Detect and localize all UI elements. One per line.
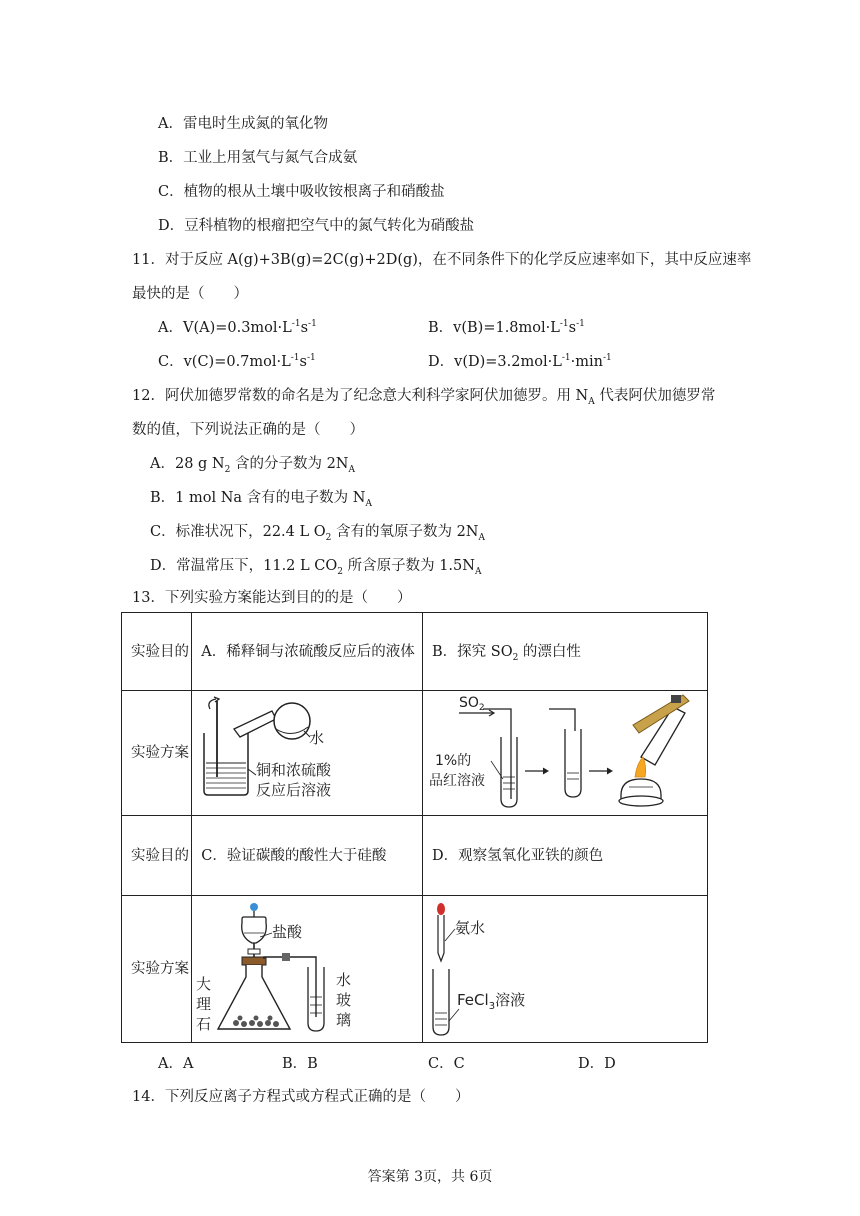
label-solution-2: 反应后溶液 (256, 781, 332, 799)
q13-answer-a: A．A (158, 1056, 194, 1072)
q13-answer-d: D．D (578, 1056, 616, 1072)
q11-option-b: B．$v(B)=1.8mol\cdot L^{-1}s^{-1}$ (428, 319, 585, 336)
figure-c-acidity (192, 897, 414, 1037)
q11-option-c: C．$v(C)=0.7mol\cdot L^{-1}s^{-1}$ (158, 353, 316, 370)
label-water-glass-1: 水 (336, 971, 352, 989)
label-so2: $SO_2$ (459, 695, 485, 713)
label-water: 水 (309, 729, 325, 747)
purpose-label-row1: 实验目的 (122, 613, 192, 691)
label-hydrochloric-acid: 盐酸 (272, 923, 303, 941)
figure-c-cell (192, 896, 423, 1043)
q13-answer-b: B．B (282, 1056, 318, 1072)
q11-option-d: D．$v(D)=3.2mol\cdot L^{-1}\cdot\min^{-1}$ (428, 353, 612, 370)
plan-label-row2: 实验方案 (122, 691, 192, 816)
purpose-d: D．观察氢氧化亚铁的颜色 (423, 816, 708, 896)
q10-option-c: C．植物的根从土壤中吸收铵根离子和硝酸盐 (158, 184, 445, 200)
q12-option-b: B．1 mol Na 含有的电子数为 $N_A$ (150, 490, 372, 509)
label-water-glass-2: 玻 (336, 991, 352, 1009)
funnel-knob-icon (250, 903, 258, 911)
q12-option-a: A．28 g $N_2$ 含的分子数为 $2N_A$ (150, 456, 355, 475)
label-marble-3: 石 (196, 1015, 212, 1033)
purpose-label-row3: 实验目的 (122, 816, 192, 896)
q12-stem-line2: 数的值，下列说法正确的是（ ） (132, 422, 364, 438)
q10-option-d: D．豆科植物的根瘤把空气中的氮气转化为硝酸盐 (158, 218, 475, 234)
figure-d-cell (423, 896, 708, 1043)
figure-b-cell (423, 691, 708, 816)
flame-icon (635, 757, 646, 777)
purpose-c: C．验证碳酸的酸性大于硅酸 (192, 816, 423, 896)
q12-option-d: D．常温常压下，11.2 L $CO_2$ 所含原子数为 $1.5N_A$ (150, 558, 482, 577)
q10-option-b: B．工业上用氢气与氮气合成氨 (158, 150, 358, 166)
label-reagent-2: 品红溶液 (429, 773, 485, 789)
q11-stem-line1: 11．对于反应 A(g)+3B(g)=2C(g)+2D(g)，在不同条件下的化学反应速率如下，其中反应速率 (132, 252, 752, 268)
label-marble-1: 大 (196, 975, 212, 993)
page-footer: 答案第 3页，共 6页 (367, 1169, 493, 1185)
experiment-table (121, 612, 708, 1043)
purpose-a: A．稀释铜与浓硫酸反应后的液体 (192, 613, 423, 691)
dropper-bulb-icon (437, 903, 445, 915)
q13-answer-c: C．C (428, 1056, 465, 1072)
q10-option-a: A．雷电时生成氮的氧化物 (158, 116, 328, 132)
q14-stem: 14．下列反应离子方程式或方程式正确的是（ ） (132, 1089, 470, 1105)
label-water-glass-3: 璃 (336, 1011, 352, 1029)
plan-label-row4: 实验方案 (122, 896, 192, 1043)
label-fecl3: FeCl$_3$溶液 (457, 991, 526, 1012)
figure-d-ferrous-hydroxide (423, 897, 707, 1037)
q12-stem-line1: 12．阿伏加德罗常数的命名是为了纪念意大利科学家阿伏加德罗。用 $N_A$ 代表阿伏加德罗常 (132, 388, 716, 407)
q11-option-a: A．$V(A)=0.3mol\cdot L^{-1}s^{-1}$ (158, 319, 317, 336)
q13-stem: 13．下列实验方案能达到目的的是（ ） (132, 590, 412, 606)
figure-a-dilution (192, 691, 414, 811)
label-ammonia: 氨水 (455, 919, 486, 937)
purpose-b: B．探究 $SO_2$ 的漂白性 (423, 613, 708, 691)
label-solution-1: 铜和浓硫酸 (256, 761, 332, 779)
q12-option-c: C．标准状况下，22.4 L $O_2$ 含有的氧原子数为 $2N_A$ (150, 524, 485, 543)
figure-b-bleaching (423, 691, 707, 811)
q11-stem-line2: 最快的是（ ） (132, 286, 248, 302)
label-marble-2: 理 (196, 995, 212, 1013)
label-reagent-1: 1%的 (435, 753, 472, 769)
figure-a-cell (192, 691, 423, 816)
